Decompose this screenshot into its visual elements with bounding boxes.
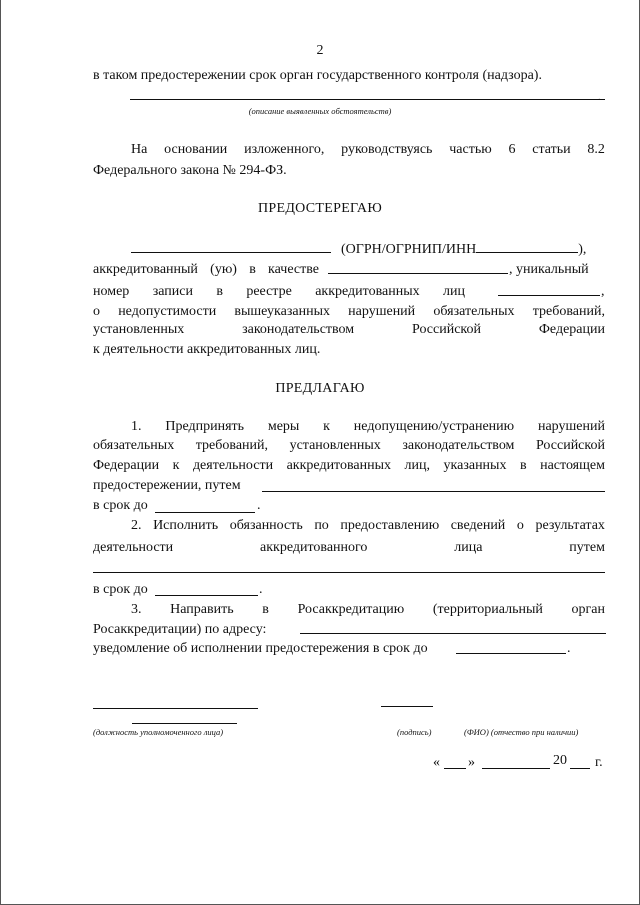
page-number: 2: [316, 43, 324, 58]
heading-warn: ПРЕДОСТЕРЕГАЮ: [257, 201, 383, 216]
warn-line-4: о недопустимости вышеуказанных нарушений обязательных требований,: [93, 304, 605, 319]
item2-line-3-tail: .: [259, 582, 263, 597]
date-open-quote: «: [433, 755, 440, 770]
date-year-line: [570, 768, 590, 769]
date-year-prefix: 20: [553, 753, 567, 768]
item3-line-3-tail: .: [567, 641, 571, 656]
registry-number-line: [498, 295, 600, 296]
item2-line-1: 2. Исполнить обязанность по предоставлению сведений о результатах: [131, 518, 605, 533]
basis-line-2: Федерального закона № 294-ФЗ.: [93, 163, 287, 178]
capacity-line: [328, 273, 508, 274]
warn-line-2-tail: , уникальный: [509, 262, 589, 277]
item2-line-2: деятельности аккредитованного лица путем: [93, 540, 605, 555]
item1-line-5: в срок до: [93, 498, 148, 513]
org-name-line: [131, 252, 331, 253]
warn-line-3: номер записи в реестре аккредитованных лиц: [93, 284, 465, 299]
position-line-2: [132, 723, 237, 724]
item1-line-3: Федерации к деятельности аккредитованных лиц, указанных в настоящем: [93, 458, 605, 473]
date-close-quote: »: [468, 755, 475, 770]
caption-name: (ФИО) (отчество при наличии): [464, 727, 579, 737]
item3-deadline-line: [456, 653, 566, 654]
item1-line-5-tail: .: [257, 498, 261, 513]
item1-line-4: предостережении, путем: [93, 478, 241, 493]
item3-line-1: 3. Направить в Росаккредитацию (территориальный орган: [131, 602, 605, 617]
circumstances-line: [130, 99, 605, 100]
basis-line-1: На основании изложенного, руководствуясь частью 6 статьи 8.2: [131, 142, 605, 157]
item1-deadline-line: [155, 512, 255, 513]
warn-line-2: аккредитованный (ую) в качестве: [93, 262, 319, 277]
caption-position: (должность уполномоченного лица): [93, 727, 224, 737]
page-border-left: [0, 0, 1, 905]
item3-line-2: Росаккредитации) по адресу:: [93, 622, 267, 637]
warn-line-6: к деятельности аккредитованных лиц.: [93, 342, 321, 357]
line-top: в таком предостережении срок орган государственного контроля (надзора).: [93, 68, 542, 83]
item3-line-3: уведомление об исполнении предостережения в срок до: [93, 641, 428, 656]
item1-line-1: 1. Предпринять меры к недопущению/устранению нарушений: [131, 419, 605, 434]
item1-method-line: [262, 491, 605, 492]
item1-line-2: обязательных требований, установленных законодательством Российской: [93, 438, 605, 453]
ogrn-line: [476, 240, 578, 253]
date-year-suffix: г.: [595, 755, 603, 770]
circumstances-dot: .: [598, 92, 601, 103]
position-line: [93, 708, 258, 709]
warn-line-3-tail: ,: [601, 284, 605, 299]
signature-line: [381, 706, 433, 707]
item3-address-line: [300, 633, 606, 634]
heading-propose: ПРЕДЛАГАЮ: [275, 381, 365, 396]
caption-circumstances: (описание выявленных обстоятельств): [248, 106, 392, 116]
warn-line-5: установленных законодательством Российской Федерации: [93, 322, 605, 337]
item2-deadline-line: [155, 595, 258, 596]
item2-method-line: [93, 572, 605, 573]
date-month-line: [482, 768, 550, 769]
item2-line-3: в срок до: [93, 582, 148, 597]
date-day-line: [444, 768, 466, 769]
caption-signature: (подпись): [397, 727, 432, 737]
ogrn-label: (ОГРН/ОГРНИП/ИНН ),: [341, 242, 587, 257]
